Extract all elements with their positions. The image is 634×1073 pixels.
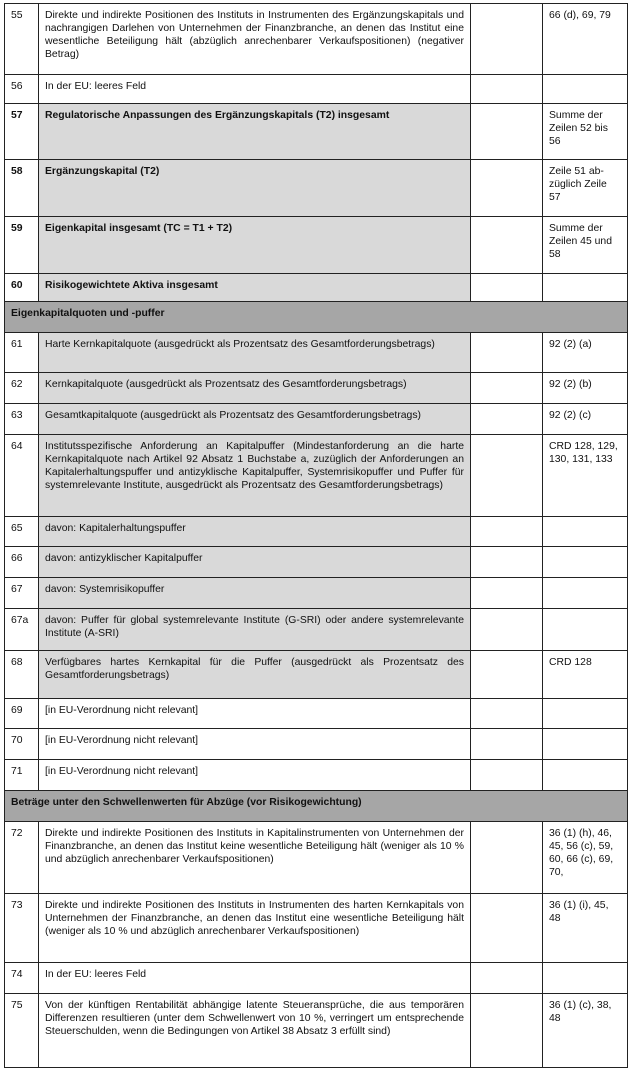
table-row-60 bbox=[5, 274, 628, 302]
table-row-56 bbox=[5, 75, 628, 104]
table-row-67a bbox=[5, 609, 628, 651]
amount-cell bbox=[471, 75, 543, 104]
row-number: 67a bbox=[5, 609, 39, 651]
section-header-row bbox=[5, 302, 628, 333]
section-title: Beträge unter den Schwellenwerten für Abzüge (vor Risikogewichtung) bbox=[5, 791, 628, 822]
amount-cell bbox=[471, 994, 543, 1068]
row-description: davon: antizyklischer Kapitalpuffer bbox=[39, 547, 471, 578]
row-description: Regulatorische Anpassungen des Ergänzungskapitals (T2) insgesamt bbox=[39, 104, 471, 160]
regulation-reference bbox=[543, 75, 628, 104]
regulation-reference: Summe der Zeilen 45 und 58 bbox=[543, 217, 628, 274]
row-description: davon: Systemrisikopuffer bbox=[39, 578, 471, 609]
amount-cell bbox=[471, 333, 543, 373]
row-description: Direkte und indirekte Positionen des Instituts in Instrumenten des Ergänzungskapitals und nachrangigen Darlehen von Unternehmen der Finanzbranche, an denen das Institut eine wesentliche Beteiligung hält (abzüglich anrechenbarer Verkaufspositionen) (negativer Betrag) bbox=[39, 4, 471, 75]
regulation-reference bbox=[543, 578, 628, 609]
table-row-61 bbox=[5, 333, 628, 373]
amount-cell bbox=[471, 651, 543, 699]
row-number: 57 bbox=[5, 104, 39, 160]
row-description: [in EU-Verordnung nicht relevant] bbox=[39, 699, 471, 729]
row-description: Direkte und indirekte Positionen des Instituts in Kapitalinstrumenten von Unternehmen der Finanzbranche, an denen das Institut keine wesentliche Beteiligung hält (weniger als 10 % und abzüglich anrechenbarer Verkaufspositionen) bbox=[39, 822, 471, 894]
row-number: 73 bbox=[5, 894, 39, 963]
row-description: Von der künftigen Rentabilität abhängige latente Steueransprüche, die aus temporären Differenzen resultieren (unter dem Schwellenwert von 10 %, verringert um entsprechende Steuerschulden, wenn die Bedingungen von Artikel 38 Absatz 3 erfüllt sind) bbox=[39, 994, 471, 1068]
row-number: 68 bbox=[5, 651, 39, 699]
row-number: 63 bbox=[5, 404, 39, 435]
regulation-reference bbox=[543, 609, 628, 651]
regulation-reference bbox=[543, 963, 628, 994]
table-row-71 bbox=[5, 760, 628, 791]
row-number: 70 bbox=[5, 729, 39, 760]
row-description: Institutsspezifische Anforderung an Kapitalpuffer (Mindestanforderung an die harte Kernkapitalquote nach Artikel 92 Absatz 1 Buchstabe a, zuzüglich der Anforderungen an Kapitalerhaltungspuffer und antizyklische Kapitalpuffer, Systemrisikopuffer und Puffer für systemrelevante Institute, ausgedrückt als Prozentsatz des Gesamtforderungsbetrags) bbox=[39, 435, 471, 517]
row-description: [in EU-Verordnung nicht relevant] bbox=[39, 760, 471, 791]
regulation-reference: 66 (d), 69, 79 bbox=[543, 4, 628, 75]
table-row-72 bbox=[5, 822, 628, 894]
row-number: 55 bbox=[5, 4, 39, 75]
amount-cell bbox=[471, 963, 543, 994]
row-description: Gesamtkapitalquote (ausgedrückt als Prozentsatz des Gesamtforderungsbetrags) bbox=[39, 404, 471, 435]
row-number: 56 bbox=[5, 75, 39, 104]
amount-cell bbox=[471, 822, 543, 894]
table-row-75 bbox=[5, 994, 628, 1068]
row-number: 66 bbox=[5, 547, 39, 578]
regulation-reference bbox=[543, 699, 628, 729]
amount-cell bbox=[471, 404, 543, 435]
table-row-62 bbox=[5, 373, 628, 404]
table-row-70 bbox=[5, 729, 628, 760]
section-header-row bbox=[5, 791, 628, 822]
table-row-57 bbox=[5, 104, 628, 160]
amount-cell bbox=[471, 699, 543, 729]
section-title: Eigenkapitalquoten und -puffer bbox=[5, 302, 628, 333]
row-description: Risikogewichtete Aktiva insgesamt bbox=[39, 274, 471, 302]
row-description: Verfügbares hartes Kernkapital für die Puffer (ausgedrückt als Prozentsatz des Gesamtforderungsbetrags) bbox=[39, 651, 471, 699]
row-description: In der EU: leeres Feld bbox=[39, 963, 471, 994]
row-description: davon: Kapitalerhaltungspuffer bbox=[39, 517, 471, 547]
regulation-reference bbox=[543, 274, 628, 302]
regulation-reference: 36 (1) (i), 45, 48 bbox=[543, 894, 628, 963]
table-row-74 bbox=[5, 963, 628, 994]
amount-cell bbox=[471, 609, 543, 651]
row-number: 58 bbox=[5, 160, 39, 217]
row-description: Direkte und indirekte Positionen des Instituts in Instrumenten des harten Kernkapitals von Unternehmen der Finanzbranche, an denen das Institut eine wesentliche Beteiligung hält (weniger als 10 % und abzüglich anrechenbarer Verkaufspositionen) bbox=[39, 894, 471, 963]
table-body bbox=[5, 4, 628, 1068]
row-description: [in EU-Verordnung nicht relevant] bbox=[39, 729, 471, 760]
table-row-58 bbox=[5, 160, 628, 217]
amount-cell bbox=[471, 894, 543, 963]
amount-cell bbox=[471, 104, 543, 160]
row-number: 64 bbox=[5, 435, 39, 517]
table-row-66 bbox=[5, 547, 628, 578]
amount-cell bbox=[471, 760, 543, 791]
regulation-reference: 36 (1) (h), 46, 45, 56 (c), 59, 60, 66 (c), 69, 70, bbox=[543, 822, 628, 894]
amount-cell bbox=[471, 547, 543, 578]
amount-cell bbox=[471, 373, 543, 404]
regulation-reference: Zeile 51 abzüglich Zeile 57 bbox=[543, 160, 628, 217]
row-description: davon: Puffer für global systemrelevante Institute (G-SRI) oder andere systemrelevante Institute (A-SRI) bbox=[39, 609, 471, 651]
amount-cell bbox=[471, 4, 543, 75]
regulation-reference bbox=[543, 760, 628, 791]
amount-cell bbox=[471, 274, 543, 302]
table-row-68 bbox=[5, 651, 628, 699]
row-description: In der EU: leeres Feld bbox=[39, 75, 471, 104]
amount-cell bbox=[471, 729, 543, 760]
row-number: 60 bbox=[5, 274, 39, 302]
row-number: 67 bbox=[5, 578, 39, 609]
table-row-65 bbox=[5, 517, 628, 547]
row-description: Kernkapitalquote (ausgedrückt als Prozentsatz des Gesamtforderungsbetrags) bbox=[39, 373, 471, 404]
regulation-reference: CRD 128 bbox=[543, 651, 628, 699]
amount-cell bbox=[471, 435, 543, 517]
row-number: 62 bbox=[5, 373, 39, 404]
row-number: 71 bbox=[5, 760, 39, 791]
table-row-67 bbox=[5, 578, 628, 609]
row-description: Harte Kernkapitalquote (ausgedrückt als Prozentsatz des Gesamtforderungsbetrags) bbox=[39, 333, 471, 373]
amount-cell bbox=[471, 217, 543, 274]
regulation-reference bbox=[543, 729, 628, 760]
regulation-reference: 92 (2) (b) bbox=[543, 373, 628, 404]
row-number: 65 bbox=[5, 517, 39, 547]
regulation-reference: 92 (2) (a) bbox=[543, 333, 628, 373]
amount-cell bbox=[471, 160, 543, 217]
regulation-reference bbox=[543, 517, 628, 547]
row-number: 74 bbox=[5, 963, 39, 994]
amount-cell bbox=[471, 517, 543, 547]
row-number: 61 bbox=[5, 333, 39, 373]
row-description: Ergänzungskapital (T2) bbox=[39, 160, 471, 217]
row-number: 75 bbox=[5, 994, 39, 1068]
capital-disclosure-table bbox=[4, 3, 628, 1068]
regulation-reference: CRD 128, 129, 130, 131, 133 bbox=[543, 435, 628, 517]
row-number: 72 bbox=[5, 822, 39, 894]
amount-cell bbox=[471, 578, 543, 609]
table-row-55 bbox=[5, 4, 628, 75]
table-row-63 bbox=[5, 404, 628, 435]
table-row-64 bbox=[5, 435, 628, 517]
row-description: Eigenkapital insgesamt (TC = T1 + T2) bbox=[39, 217, 471, 274]
regulation-reference: 36 (1) (c), 38, 48 bbox=[543, 994, 628, 1068]
table-row-69 bbox=[5, 699, 628, 729]
row-number: 69 bbox=[5, 699, 39, 729]
table-row-73 bbox=[5, 894, 628, 963]
regulation-reference bbox=[543, 547, 628, 578]
regulation-reference: 92 (2) (c) bbox=[543, 404, 628, 435]
row-number: 59 bbox=[5, 217, 39, 274]
regulation-reference: Summe der Zeilen 52 bis 56 bbox=[543, 104, 628, 160]
table-row-59 bbox=[5, 217, 628, 274]
